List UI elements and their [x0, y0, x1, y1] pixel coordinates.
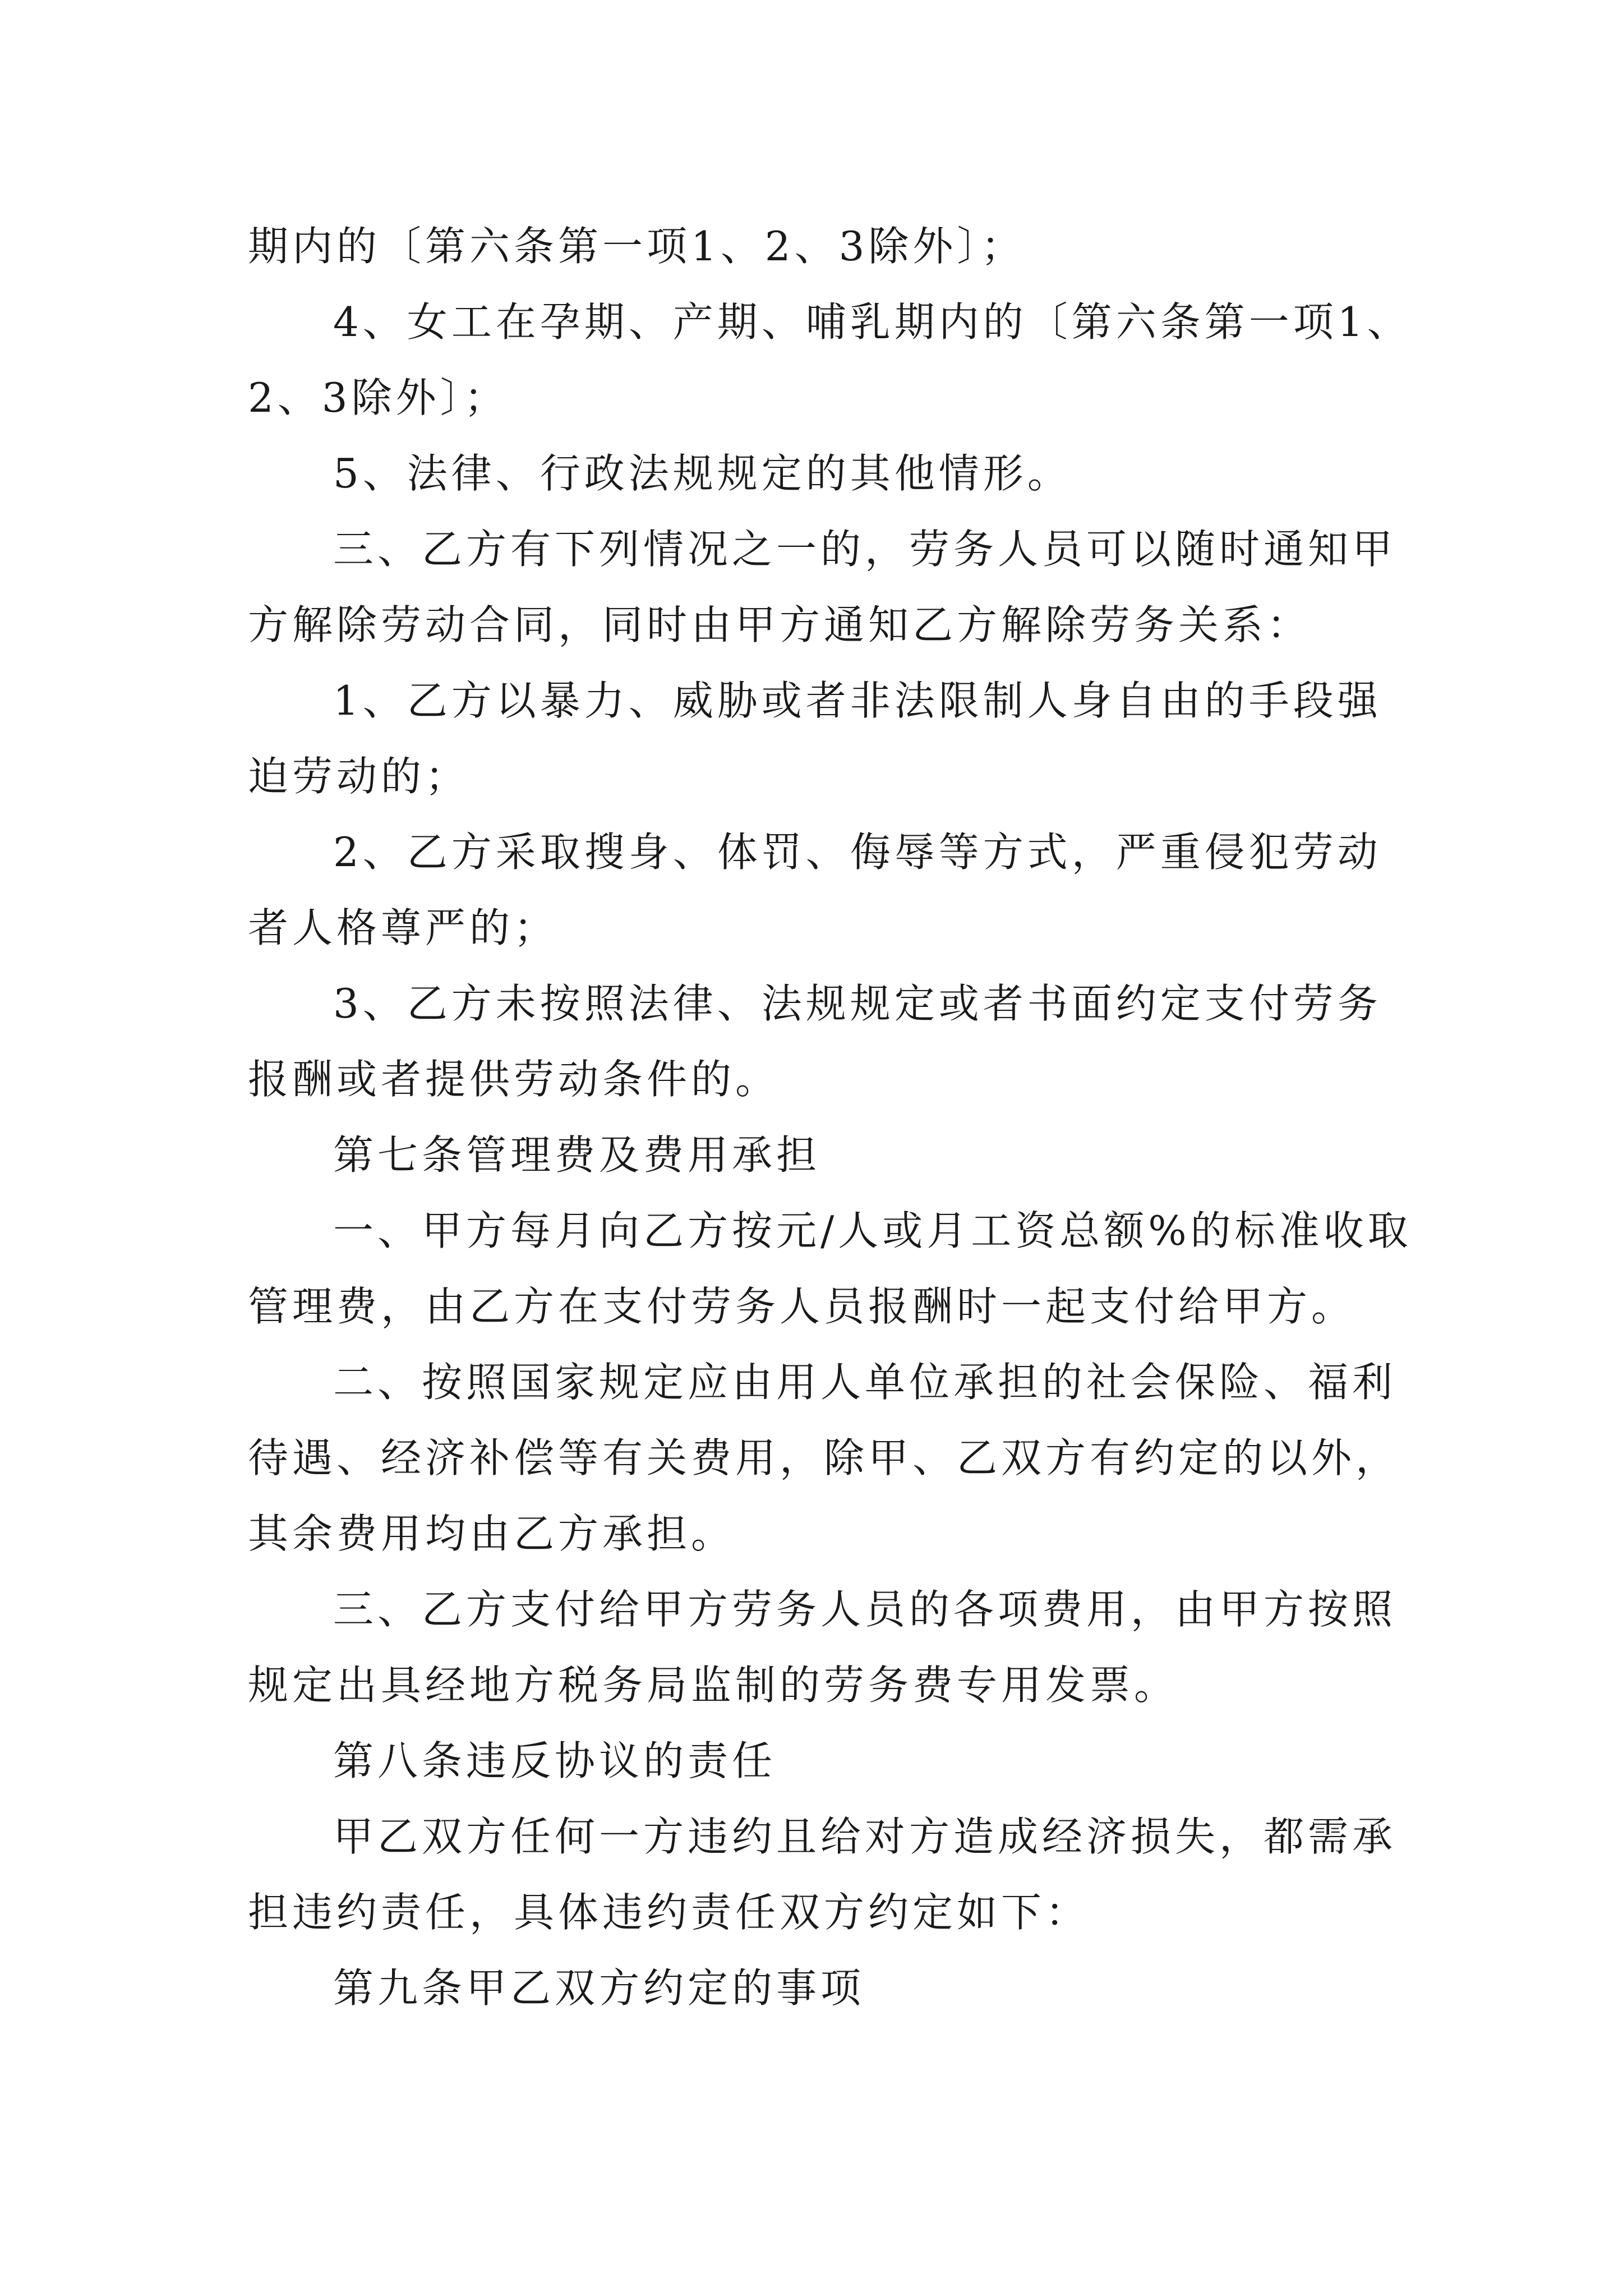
text-line: 5、法律、行政法规规定的其他情形。	[333, 450, 1072, 497]
text-line: 1、乙方以暴力、威胁或者非法限制人身自由的手段强	[333, 677, 1382, 724]
text-line: 三、乙方有下列情况之一的，劳务人员可以随时通知甲	[333, 526, 1397, 573]
text-line: 甲乙双方任何一方违约且给对方造成经济损失，都需承	[333, 1813, 1397, 1860]
section-heading-7: 第七条管理费及费用承担	[333, 1131, 821, 1179]
section-heading-9: 第九条甲乙双方约定的事项	[333, 1964, 865, 2012]
text-line: 2、3除外〕；	[248, 374, 509, 421]
text-line: 4、女工在孕期、产期、哺乳期内的〔第六条第一项1、	[333, 298, 1412, 346]
text-line: 其余费用均由乙方承担。	[248, 1510, 736, 1557]
text-line: 一、甲方每月向乙方按元/人或月工资总额%的标准收取	[333, 1207, 1412, 1254]
text-line: 规定出具经地方税务局监制的劳务费专用发票。	[248, 1662, 1179, 1709]
text-line: 二、按照国家规定应由用人单位承担的社会保险、福利	[333, 1359, 1397, 1406]
text-line: 担违约责任，具体违约责任双方约定如下：	[248, 1889, 1090, 1936]
text-line: 迫劳动的；	[248, 753, 470, 800]
text-line: 期内的〔第六条第一项1、2、3除外〕；	[248, 223, 1026, 270]
document-body	[248, 209, 1414, 2026]
section-heading-8: 第八条违反协议的责任	[333, 1737, 777, 1784]
text-line: 者人格尊严的；	[248, 904, 559, 951]
text-line: 2、乙方采取搜身、体罚、侮辱等方式，严重侵犯劳动	[333, 829, 1382, 876]
text-line: 方解除劳动合同，同时由甲方通知乙方解除劳务关系：	[248, 601, 1312, 648]
text-line: 报酬或者提供劳动条件的。	[248, 1056, 780, 1103]
text-line: 管理费，由乙方在支付劳务人员报酬时一起支付给甲方。	[248, 1283, 1356, 1330]
text-line: 三、乙方支付给甲方劳务人员的各项费用，由甲方按照	[333, 1586, 1397, 1633]
text-line: 3、乙方未按照法律、法规规定或者书面约定支付劳务	[333, 980, 1382, 1027]
text-line: 待遇、经济补偿等有关费用，除甲、乙双方有约定的以外，	[248, 1434, 1400, 1481]
